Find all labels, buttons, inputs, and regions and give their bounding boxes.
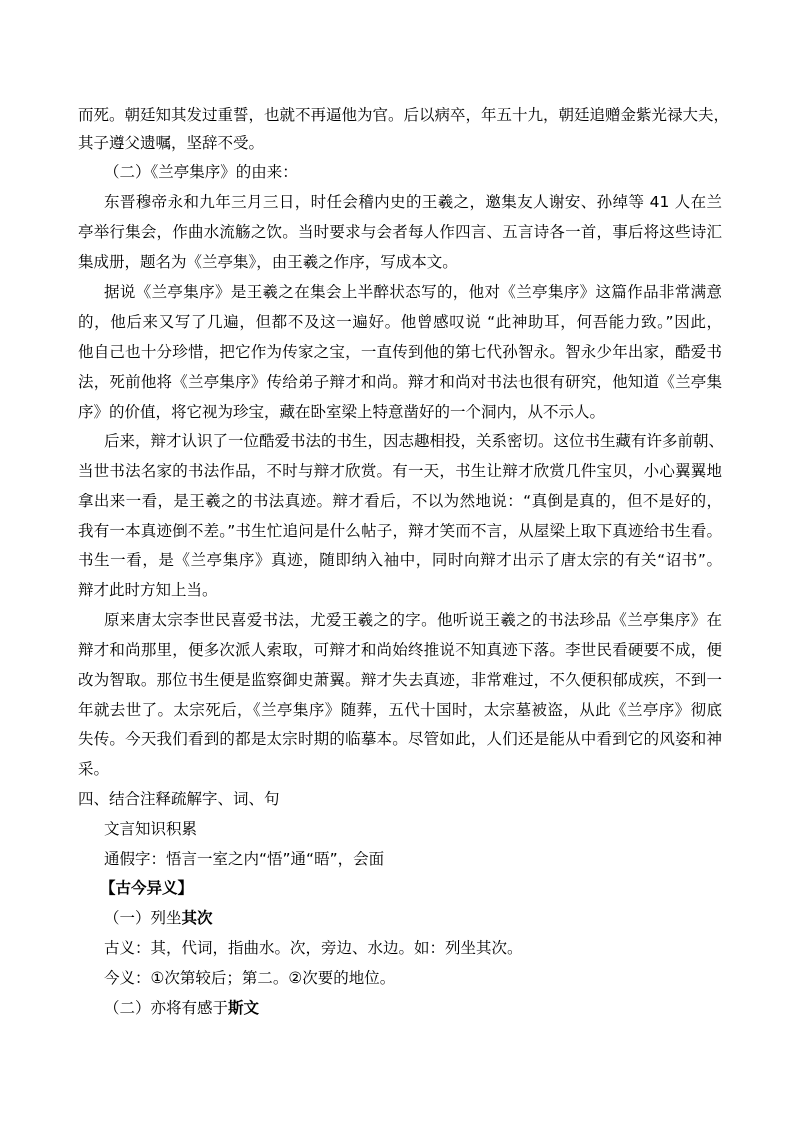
paragraph-line: 他自己也十分珍惜，把它作为传家之宝，一直传到他的第七代孙智永。智永少年出家，酷爱书 [78, 343, 722, 361]
term-bold: 其次 [181, 909, 213, 927]
paragraph-line: 通假字：悟言一室之内“悟”通“晤”，会面 [104, 850, 385, 868]
section-heading: 四、结合注释疏解字、词、句 [78, 790, 280, 808]
term-heading [104, 998, 722, 1018]
subsection-heading: 文言知识积累 [104, 820, 198, 838]
paragraph-line: 书生一看，是《兰亭集序》真迹，随即纳入袖中，同时向辩才出示了唐太宗的有关“诏书”。 [78, 551, 722, 569]
paragraph-line: 改为智取。那位书生便是监察御史萧翼。辩才失去真迹，非常难过，不久便积郁成疾，不到一 [78, 671, 722, 689]
paragraph-line: 失传。今天我们看到的都是太宗时期的临摹本。尽管如此，人们还是能从中看到它的风姿和神 [78, 730, 722, 748]
paragraph-line: 采。 [78, 760, 110, 778]
paragraph-line: 后来，辩才认识了一位酷爱书法的书生，因志趣相投，关系密切。这位书生藏有许多前朝、 [104, 432, 725, 450]
paragraph-line: 拿出来一看，是王羲之的书法真迹。辩才看后，不以为然地说：“真倒是真的，但不是好的， [78, 492, 722, 510]
term-prefix: （一）列坐 [104, 909, 182, 927]
paragraph-line: 原来唐太宗李世民喜爱书法，尤爱王羲之的字。他听说王羲之的书法珍品《兰亭集序》在 [104, 611, 722, 629]
paragraph-line: 据说《兰亭集序》是王羲之在集会上半醉状态写的，他对《兰亭集序》这篇作品非常满意 [104, 283, 722, 301]
paragraph-line: 年就去世了。太宗死后，《兰亭集序》随葬，五代十国时，太宗墓被盗，从此《兰亭序》彻底 [78, 701, 722, 719]
paragraph-line: 辩才和尚那里，便多次派人索取，可辩才和尚始终推说不知真迹下落。李世民看硬要不成，便 [78, 641, 722, 659]
paragraph-line: 其子遵父遗嘱，坚辞不受。 [78, 134, 265, 152]
category-heading-text: 【古今异义】 [100, 879, 194, 897]
paragraph-line: 的，他后来又写了几遍，但都不及这一遍好。他曾感叹说 “此神助耳，何吾能力致。”因此， [78, 313, 722, 331]
term-heading [104, 908, 722, 928]
paragraph-line: 集成册，题名为《兰亭集》，由王羲之作序，写成本文。 [78, 253, 458, 271]
section-heading: （二）《兰亭集序》的由来： [104, 163, 298, 181]
paragraph-line: 而死。朝廷知其发过重誓，也就不再逼他为官。后以病卒，年五十九，朝廷追赠金紫光禄大夫， [78, 106, 730, 124]
paragraph-line: 东晋穆帝永和九年三月三日，时任会稽内史的王羲之，邀集友人谢安、孙绰等 41 人在兰 [104, 193, 722, 211]
paragraph-line: 序》的价值，将它视为珍宝，藏在卧室梁上特意凿好的一个洞内，从不示人。 [78, 403, 606, 421]
paragraph-line: 法，死前他将《兰亭集序》传给弟子辩才和尚。辩才和尚对书法也很有研究，他知道《兰亭集 [78, 373, 722, 391]
paragraph-line: 辩才此时方知上当。 [78, 581, 218, 599]
paragraph-line: 当世书法名家的书法作品，不时与辩才欣赏。有一天，书生让辩才欣赏几件宝贝，小心翼翼地 [78, 462, 722, 480]
paragraph-line: 亭举行集会，作曲水流觞之饮。当时要求与会者每人作四言、五言诗各一首，事后将这些诗汇 [78, 223, 722, 241]
term-bold: 斯文 [228, 999, 260, 1017]
paragraph-line: 我有一本真迹倒不差。”书生忙追问是什么帖子，辩才笑而不言，从屋梁上取下真迹给书生看。 [78, 522, 722, 540]
category-heading [100, 878, 722, 898]
term-prefix: （二）亦将有感于 [104, 999, 229, 1017]
paragraph-line: 古义：其，代词，指曲水。次，旁边、水边。如：列坐其次。 [104, 939, 523, 957]
paragraph-line: 今义：①次第较后；第二。②次要的地位。 [104, 969, 396, 987]
